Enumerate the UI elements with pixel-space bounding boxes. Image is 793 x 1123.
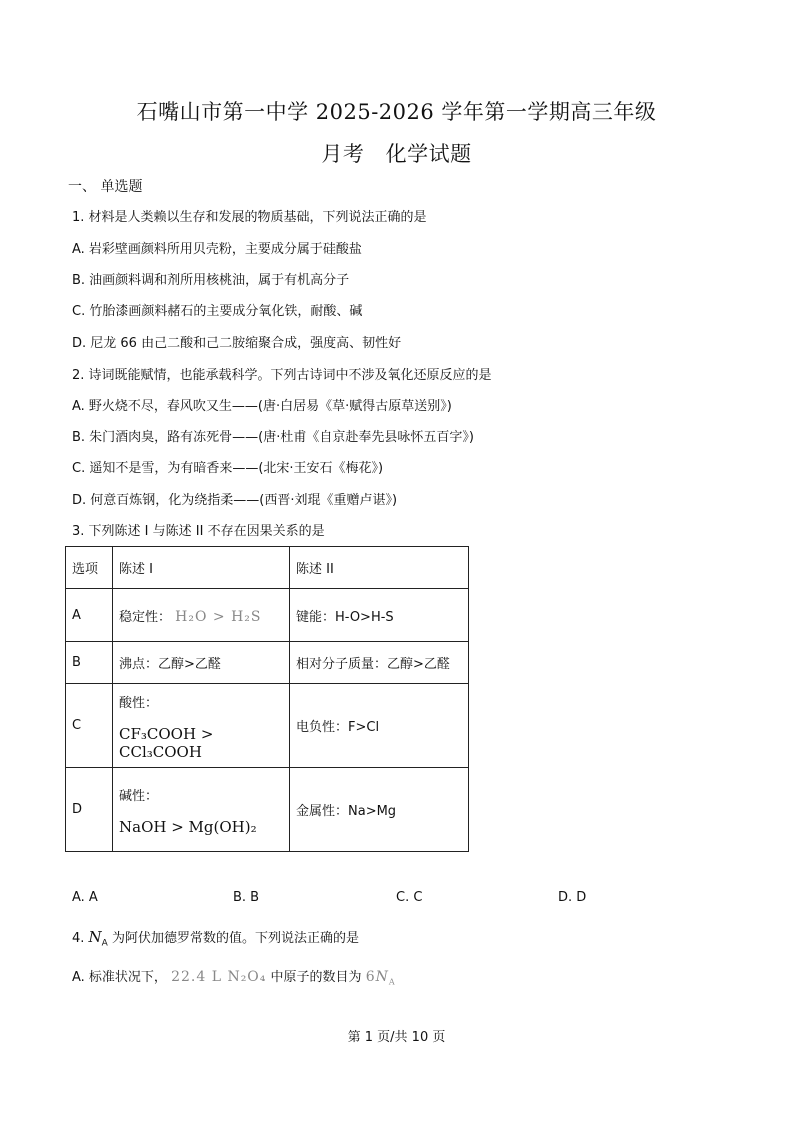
q2-option-c: C. 遥知不是雪，为有暗香来——(北宋·王安石《梅花》) bbox=[72, 461, 384, 476]
q2-stem: 2. 诗词既能赋情，也能承载科学。下列古诗词中不涉及氧化还原反应的是 bbox=[72, 368, 492, 383]
statement-1 bbox=[113, 684, 290, 768]
statement-1-formula: H₂O > H₂S bbox=[175, 608, 262, 625]
q3-option-c: C. C bbox=[396, 890, 423, 905]
q4-option-a-mid: 中原子的数目为 bbox=[270, 970, 362, 985]
q1-stem: 1. 材料是人类赖以生存和发展的物质基础，下列说法正确的是 bbox=[72, 210, 427, 225]
table-header-cell: 陈述 II bbox=[290, 547, 469, 589]
q4-option-a-value-symbol: N bbox=[375, 969, 389, 985]
q4-option-a-value-num: 6 bbox=[365, 969, 376, 985]
q3-stem: 3. 下列陈述 I 与陈述 II 不存在因果关系的是 bbox=[72, 524, 325, 539]
q1-option-c: C. 竹胎漆画颜料赭石的主要成分氧化铁，耐酸、碱 bbox=[72, 304, 363, 319]
avogadro-subscript: A bbox=[101, 938, 108, 949]
statement-1-formula: CF₃COOH > CCl₃COOH bbox=[119, 725, 214, 761]
q3-option-b: B. B bbox=[233, 890, 260, 905]
statement-1 bbox=[113, 589, 290, 642]
table-row bbox=[66, 684, 469, 768]
q1-option-d: D. 尼龙 66 由己二酸和己二胺缩聚合成，强度高、韧性好 bbox=[72, 336, 402, 351]
row-option: B bbox=[66, 642, 113, 684]
q3-option-d: D. D bbox=[558, 890, 587, 905]
statement-2: 相对分子质量：乙醇>乙醛 bbox=[290, 642, 469, 684]
page-footer: 第 1 页/共 10 页 bbox=[347, 1030, 446, 1045]
exam-title-line2: 月考 化学试题 bbox=[321, 142, 472, 166]
statement-1 bbox=[113, 768, 290, 852]
statement-2: 键能：H-O>H-S bbox=[290, 589, 469, 642]
q2-option-d: D. 何意百炼钢，化为绕指柔——(西晋·刘琨《重赠卢谌》) bbox=[72, 493, 398, 508]
q2-option-a: A. 野火烧不尽，春风吹又生——(唐·白居易《草·赋得古原草送别》) bbox=[72, 399, 452, 414]
statement-1: 沸点：乙醇>乙醛 bbox=[113, 642, 290, 684]
statement-2: 金属性：Na>Mg bbox=[290, 768, 469, 852]
q2-option-b: B. 朱门酒肉臭，路有冻死骨——(唐·杜甫《自京赴奉先县咏怀五百字》) bbox=[72, 430, 474, 445]
q4-number: 4. bbox=[72, 931, 85, 946]
q4-stem bbox=[72, 928, 359, 953]
table-header-cell: 选项 bbox=[66, 547, 113, 589]
statement-1-formula: NaOH > Mg(OH)₂ bbox=[119, 818, 257, 836]
table-row bbox=[66, 642, 469, 684]
q4-stem-text: 为阿伏加德罗常数的值。下列说法正确的是 bbox=[111, 931, 359, 946]
table-header-row bbox=[66, 547, 469, 589]
q1-option-b: B. 油画颜料调和剂所用核桃油，属于有机高分子 bbox=[72, 273, 350, 288]
q3-table bbox=[65, 546, 469, 852]
exam-title-line1: 石嘴山市第一中学 2025-2026 学年第一学期高三年级 bbox=[136, 100, 657, 124]
q4-option-a-quantity: 22.4 L N₂O₄ bbox=[171, 969, 267, 985]
q1-option-a: A. 岩彩壁画颜料所用贝壳粉，主要成分属于硅酸盐 bbox=[72, 242, 362, 257]
q3-option-a: A. A bbox=[72, 890, 98, 905]
section-heading: 一、 单选题 bbox=[68, 179, 143, 195]
row-option: C bbox=[66, 684, 113, 768]
q4-option-a bbox=[72, 968, 396, 992]
table-row bbox=[66, 589, 469, 642]
row-option: D bbox=[66, 768, 113, 852]
statement-1-label: 稳定性： bbox=[119, 609, 172, 625]
table-header-cell: 陈述 I bbox=[113, 547, 290, 589]
statement-1-label: 酸性： bbox=[119, 696, 159, 711]
avogadro-symbol: N bbox=[88, 928, 102, 946]
statement-1-label: 碱性： bbox=[119, 789, 159, 804]
table-row bbox=[66, 768, 469, 852]
q4-option-a-value-subscript: A bbox=[388, 977, 396, 987]
q4-option-a-prefix: A. 标准状况下， bbox=[72, 970, 167, 985]
statement-2: 电负性：F>Cl bbox=[290, 684, 469, 768]
row-option: A bbox=[66, 589, 113, 642]
